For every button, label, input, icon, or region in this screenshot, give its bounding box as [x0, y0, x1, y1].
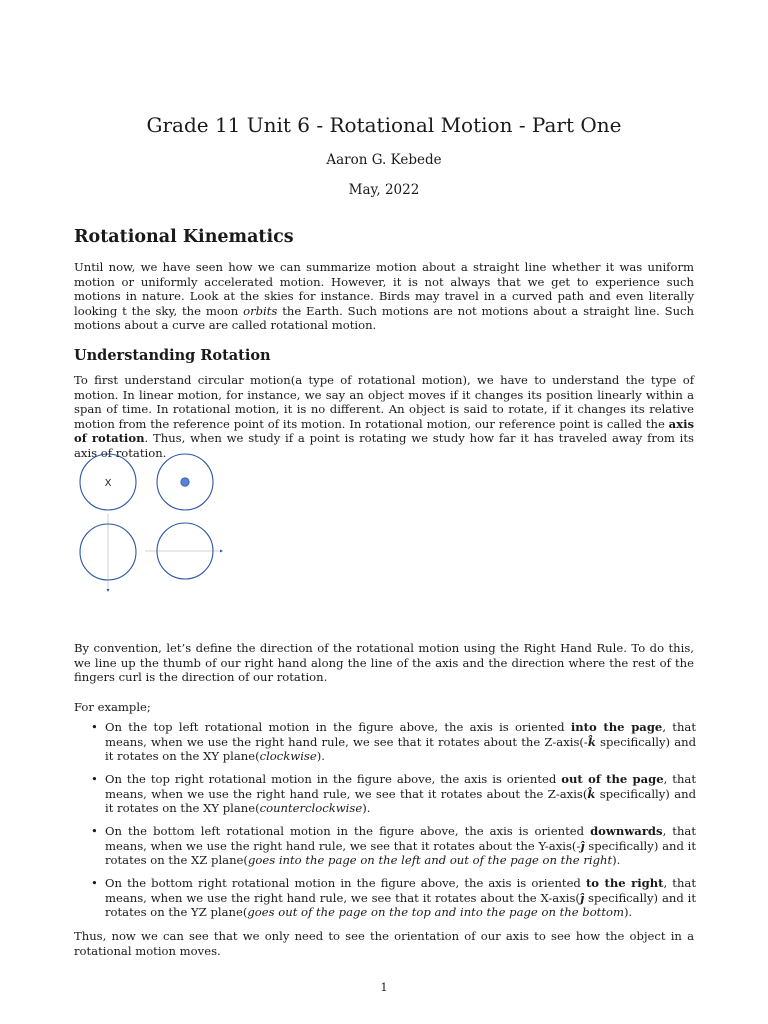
document-date: May, 2022 — [348, 182, 420, 198]
out-of-page-dot — [181, 478, 189, 486]
bullet-icon: • — [91, 771, 98, 786]
subsection-heading: Understanding Rotation — [74, 347, 271, 364]
list-item-text: On the top left rotational motion in the figure above, the axis is oriented into the page, that means, when we use the right hand rule, we see that it rotates about the Z-axis(-k̂ specifically) and it rotates on the XY plane(clockwise). — [105, 720, 696, 764]
example-list — [74, 720, 696, 928]
page-number: 1 — [380, 981, 388, 994]
down-arrow-icon — [107, 589, 110, 592]
list-item — [74, 720, 696, 764]
section-heading: Rotational Kinematics — [74, 227, 294, 247]
conclusion-paragraph: Thus, now we can see that we only need to see the orientation of our axis to see how the object in a rotational motion moves. — [74, 929, 694, 958]
author-name: Aaron G. Kebede — [326, 152, 442, 168]
example-intro: For example; — [74, 700, 151, 714]
document-title: Grade 11 Unit 6 - Rotational Motion - Part One — [146, 113, 622, 137]
list-item-text: On the top right rotational motion in the figure above, the axis is oriented out of the page, that means, when we use the right hand rule, we see that it rotates about the Z-axis(k̂ specifically) and it rotates on the XY plane(counterclockwise). — [105, 771, 697, 816]
list-item — [74, 824, 696, 868]
list-item-text: On the bottom right rotational motion in the figure above, the axis is oriented to the right, that means, when we use the right hand rule, we see that it rotates about the X-axis(ĵ specifically) and it rotates on the YZ plane(goes out of the page on the top and into the page on the bottom). — [105, 875, 696, 920]
into-page-marker: X — [104, 478, 112, 489]
list-item — [74, 772, 696, 816]
right-arrow-icon — [220, 550, 223, 553]
convention-paragraph: By convention, let’s define the direction of the rotational motion using the Right Hand Rule. To do this, we line up the thumb of our right hand along the line of the axis and the direction where the rest of the fingers curl is the direction of our rotation. — [74, 641, 694, 685]
bullet-icon: • — [91, 823, 98, 838]
list-item — [74, 876, 696, 920]
list-item-text: On the bottom left rotational motion in the figure above, the axis is oriented downwards, that means, when we use the right hand rule, we see that it rotates about the Y-axis(-ĵ specifically) and it rotates on the XZ plane(goes into the page on the left and out of the page on the right). — [105, 823, 696, 868]
bullet-icon: • — [91, 720, 98, 734]
rotation-axes-figure — [72, 452, 232, 597]
intro-paragraph: Until now, we have seen how we can summarize motion about a straight line whether it was uniform motion or uniformly accelerated motion. However, it is not always that we get to experience such motions in nature. Look at the skies for instance. Birds may travel in a curved path and even literally looking t the sky, the moon orbits the Earth. Such motions are not motions about a straight line. Such motions about a curve are called rotational motion. — [74, 260, 694, 333]
bullet-icon: • — [91, 875, 98, 890]
rotation-paragraph: To first understand circular motion(a type of rotational motion), we have to understand the type of motion. In linear motion, for instance, we say an object moves if it changes its position linearly within a span of time. In rotational motion, it is no different. An object is said to rotate, if it changes its relative motion from the reference point of its motion. In rotational motion, our reference point is called the axis of rotation. Thus, when we study if a point is rotating we study how far it has traveled away from its axis of rotation. — [74, 373, 695, 460]
